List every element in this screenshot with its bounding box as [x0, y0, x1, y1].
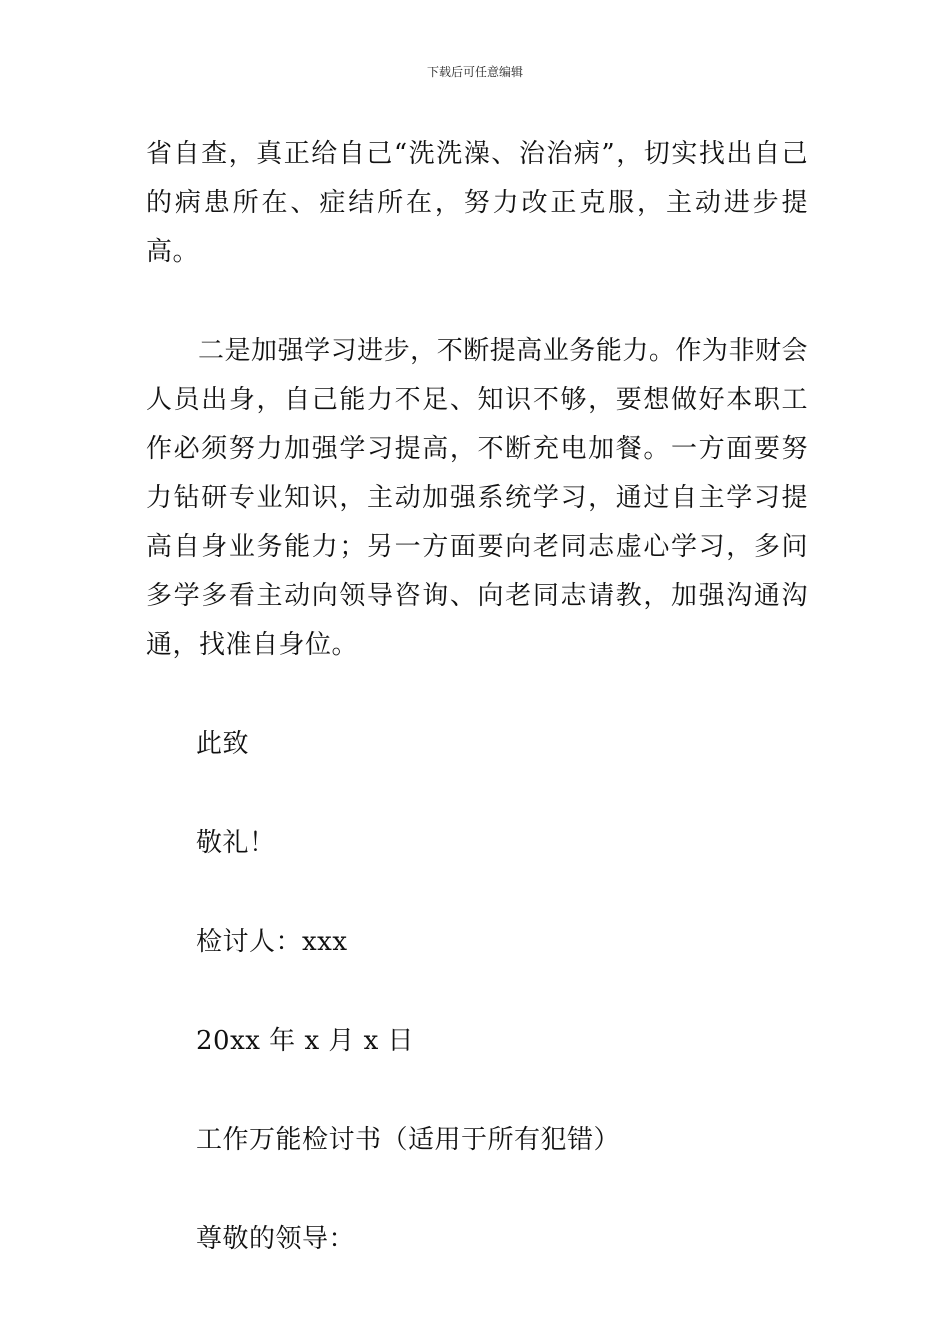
date-line: 20xx 年 x 月 x 日 [196, 1026, 415, 1056]
document-body [146, 130, 808, 1264]
closing-cizhi: 此致 [196, 729, 250, 759]
closing-jingli: 敬礼！ [196, 828, 276, 858]
paragraph-self-check: 省自查，真正给自己“洗洗澡、治治病”，切实找出自己的病患所在、症结所在，努力改正克服，主动进步提高。 [146, 139, 808, 267]
next-document-title: 工作万能检讨书（适用于所有犯错） [196, 1125, 621, 1155]
salutation-line: 尊敬的领导： [196, 1224, 356, 1254]
signer-line: 检讨人：xxx [196, 927, 348, 957]
paragraph-study-improvement: 二是加强学习进步，不断提高业务能力。作为非财会人员出身，自己能力不足、知识不够，要想做好本职工作必须努力加强学习提高，不断充电加餐。一方面要努力钻研专业知识，主动加强系统学习，通过自主学习提高自身业务能力；另一方面要向老同志虚心学习，多问多学多看主动向领导咨询、向老同志请教，加强沟通沟通，找准自身位。 [146, 336, 808, 660]
page-header: 下载后可任意编辑 [426, 65, 523, 79]
